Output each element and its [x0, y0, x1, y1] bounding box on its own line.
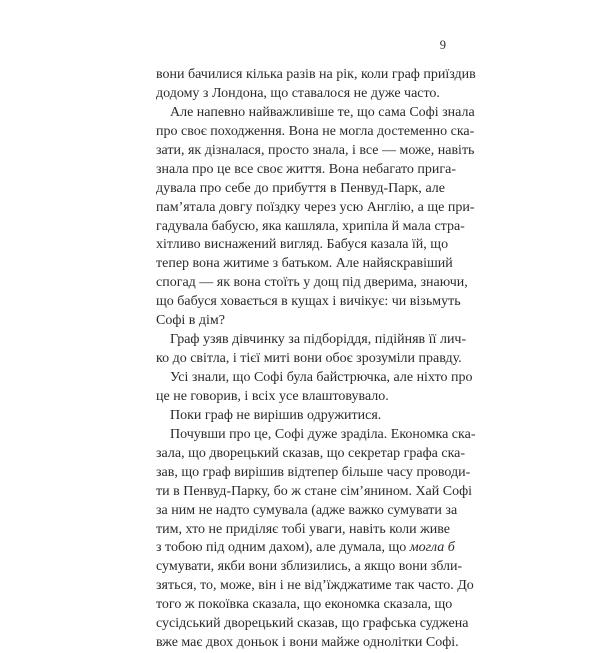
text-line: тепер вона житиме з батьком. Але найяскравіший — [156, 256, 453, 272]
text-line: пам’ятала довгу поїздку через усю Англію, а ще при- — [156, 199, 475, 215]
text-segment: з тобою під одним дахом), але думала, що — [156, 540, 410, 556]
text-line: вже має двох доньок і вони майже однолітки Софі. — [156, 635, 459, 651]
text-line: зав, що граф вирішив відтепер більше часу проводи- — [156, 464, 471, 480]
text-line: знала про це все своє життя. Вона небагато прига- — [156, 161, 456, 177]
paragraph — [156, 66, 476, 104]
text-line: Софі в дім? — [156, 313, 225, 329]
text-line: Граф узяв дівчинку за підборіддя, підійняв її лич- — [170, 332, 467, 348]
text-line: тим, хто не приділяє тобі уваги, навіть коли живе — [156, 521, 451, 537]
text-line: за ним не надто сумувала (адже важко сумувати за — [156, 502, 458, 518]
text-line: це не говорив, і всіх усе влаштовувало. — [156, 388, 389, 404]
text-line: спогад — як вона стоїть у дощ під дверима, знаючи, — [156, 275, 468, 291]
text-line: Усі знали, що Софі була байстрючка, але ніхто про — [170, 370, 473, 385]
text-line: додому з Лондона, що ставалося не дуже часто. — [156, 85, 440, 101]
paragraph — [156, 407, 445, 426]
text-line: сумувати, якби вони зблизились, а якщо вони збли- — [156, 559, 463, 575]
text-line: Але напевно найважливіше те, що сама Софі знала — [170, 104, 475, 120]
paragraph — [156, 426, 476, 653]
page-number: 9 — [439, 38, 446, 52]
text-line: ти в Пенвуд-Парку, бо ж стане сім’янином. Хай Софі — [156, 483, 473, 499]
paragraph — [156, 369, 473, 407]
text-line: Поки граф не вирішив одружитися. — [170, 407, 382, 423]
text-line: Почувши про це, Софі дуже зраділа. Економка ска- — [170, 426, 476, 442]
paragraph — [156, 104, 475, 331]
text-line: вони бачилися кілька разів на рік, коли граф приїздив — [156, 67, 476, 82]
text-line: про своє походження. Вона не могла достеменно ска- — [156, 123, 475, 139]
text-line: зати, як дізналася, просто знала, і все — може, навіть — [156, 142, 475, 158]
text-line — [156, 539, 455, 558]
text-line: ко до світла, і тієї миті вони обоє зрозуміли правду. — [156, 351, 462, 367]
body-text — [156, 66, 476, 653]
text-line: зала, що дворецький сказав, що секретар графа ска- — [156, 445, 466, 461]
text-line: зяться, то, може, він і не від’їжджатиме так часто. До — [156, 578, 474, 594]
text-line: того ж покоївка сказала, що економка сказала, що — [156, 597, 453, 613]
text-line: гадувала бабусю, яка кашляла, хрипіла й мала стра- — [156, 218, 465, 234]
paragraph — [156, 331, 467, 369]
text-line: що бабуся ховається в кущах і вичікує: чи візьмуть — [156, 294, 461, 310]
text-line: хітливо виснажений вигляд. Бабуся казала їй, що — [156, 237, 449, 253]
text-line: сусідський дворецький сказав, що графська суджена — [156, 616, 469, 632]
italic-emphasis: могла б — [409, 540, 455, 556]
text-line: дувала про себе до прибуття в Пенвуд-Парк, але — [156, 180, 445, 196]
